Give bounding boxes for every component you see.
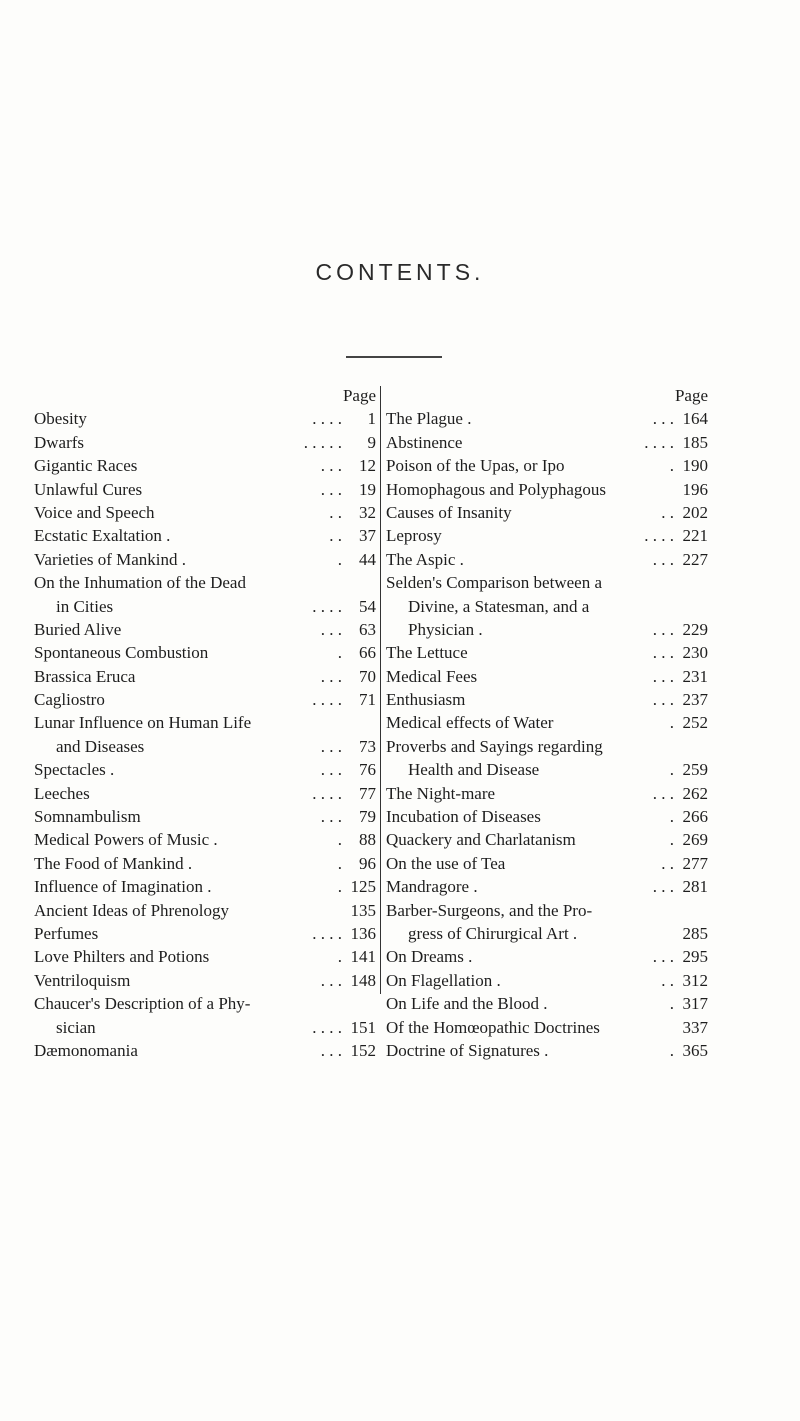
toc-page-number: 227 [682, 549, 708, 569]
toc-leader-dots: . . . [320, 760, 342, 780]
toc-entry [386, 875, 708, 898]
toc-page-number: 66 [359, 643, 376, 663]
toc-page-number: 185 [682, 432, 708, 452]
toc-leader-dots: . . . . [312, 923, 342, 943]
toc-entry-title: On the use of Tea [386, 853, 506, 873]
toc-entry-title: The Lettuce [386, 643, 468, 663]
toc-entry-title: Physician . [408, 619, 483, 639]
toc-entry [34, 758, 376, 781]
toc-page-number: 63 [359, 619, 376, 639]
toc-page-number: 37 [359, 526, 376, 546]
toc-page-number: 266 [682, 807, 708, 827]
toc-page-number: 73 [359, 736, 376, 756]
toc-entry-title: Cagliostro [34, 690, 105, 710]
toc-entry-title: Chaucer's Description of a Phy- [34, 994, 251, 1014]
toc-leader-dots: . [669, 830, 674, 850]
toc-page-number: 76 [359, 760, 376, 780]
toc-entry-title: Of the Homœopathic Doctrines [386, 1017, 600, 1037]
toc-entry [34, 782, 376, 805]
toc-page-number: 12 [359, 456, 376, 476]
toc-entry-title: On Life and the Blood . [386, 994, 548, 1014]
toc-entry [34, 571, 376, 594]
toc-page-number: 202 [682, 502, 708, 522]
toc-entry [386, 1016, 708, 1039]
toc-leader-dots: . . . [320, 736, 342, 756]
toc-entry [386, 478, 708, 501]
toc-leader-dots: . [337, 830, 342, 850]
toc-entry-title: Mandragore . [386, 877, 478, 897]
left-entry-list [34, 407, 376, 1062]
toc-entry [34, 431, 376, 454]
right-page-heading: Page [674, 386, 708, 405]
toc-leader-dots: . . . [320, 1040, 342, 1060]
toc-page-number: 277 [682, 853, 708, 873]
toc-page-number: 281 [682, 877, 708, 897]
toc-leader-dots: . . . [652, 666, 674, 686]
toc-page-number: 295 [682, 947, 708, 967]
toc-entry [34, 852, 376, 875]
toc-entry [386, 992, 708, 1015]
toc-leader-dots: . . . [320, 456, 342, 476]
toc-entry-title: Ecstatic Exaltation . [34, 526, 171, 546]
toc-entry [386, 899, 708, 922]
toc-entry-title: Buried Alive [34, 619, 122, 639]
toc-entry [386, 501, 708, 524]
toc-page-number: 231 [682, 666, 708, 686]
toc-entry [34, 828, 376, 851]
toc-entry-title: Incubation of Diseases [386, 807, 541, 827]
toc-leader-dots: . [669, 807, 674, 827]
toc-leader-dots: . [669, 994, 674, 1014]
toc-entry [386, 969, 708, 992]
toc-entry-title: Abstinence [386, 432, 463, 452]
toc-entry [34, 945, 376, 968]
toc-page-number: 237 [682, 690, 708, 710]
toc-entry-title: Gigantic Races [34, 456, 138, 476]
toc-entry-title: Perfumes [34, 923, 99, 943]
toc-leader-dots: . . . [652, 549, 674, 569]
toc-leader-dots: . . . [652, 690, 674, 710]
toc-entry [34, 524, 376, 547]
toc-leader-dots: . . [329, 502, 342, 522]
toc-entry [34, 595, 376, 618]
toc-entry-title: and Diseases [56, 736, 145, 756]
toc-entry [34, 1039, 376, 1062]
toc-leader-dots: . [669, 456, 674, 476]
toc-page-number: 269 [682, 830, 708, 850]
left-column [34, 384, 376, 1062]
toc-entry [34, 688, 376, 711]
toc-entry-title: gress of Chirurgical Art . [408, 923, 578, 943]
toc-page-number: 71 [359, 690, 376, 710]
toc-entry-title: Medical Fees [386, 666, 478, 686]
toc-entry [34, 805, 376, 828]
toc-page-number: 151 [350, 1017, 376, 1037]
toc-entry [386, 782, 708, 805]
toc-entry-title: The Night-mare [386, 783, 496, 803]
toc-page-number: 135 [350, 900, 376, 920]
toc-entry [386, 665, 708, 688]
toc-page-number: 19 [359, 479, 376, 499]
toc-page-number: 230 [682, 643, 708, 663]
toc-page-number: 365 [682, 1040, 708, 1060]
toc-page-number: 44 [359, 549, 376, 569]
toc-page-number: 54 [359, 596, 376, 616]
toc-entry [34, 618, 376, 641]
toc-page-number: 285 [682, 923, 708, 943]
toc-page-number: 252 [682, 713, 708, 733]
toc-entry [34, 548, 376, 571]
toc-entry-title: The Plague . [386, 409, 472, 429]
toc-leader-dots: . . [661, 970, 674, 990]
toc-entry [34, 992, 376, 1015]
left-page-heading: Page [342, 386, 376, 405]
toc-entry [34, 454, 376, 477]
toc-entry [386, 735, 708, 758]
toc-page-number: 96 [359, 853, 376, 873]
toc-entry [34, 735, 376, 758]
toc-leader-dots: . . . [320, 619, 342, 639]
toc-leader-dots: . . [661, 853, 674, 873]
toc-entry-title: Proverbs and Sayings regarding [386, 736, 603, 756]
toc-entry-title: Homophagous and Polyphagous [386, 479, 607, 499]
toc-page-number: 136 [350, 923, 376, 943]
toc-leader-dots: . [669, 1040, 674, 1060]
toc-entry [34, 711, 376, 734]
toc-entry-title: Quackery and Charlatanism [386, 830, 576, 850]
toc-page-number: 148 [350, 970, 376, 990]
toc-leader-dots: . . . [320, 807, 342, 827]
toc-leader-dots: . . . . . [303, 432, 342, 452]
toc-page-number: 229 [682, 619, 708, 639]
toc-leader-dots: . . . . [644, 526, 674, 546]
toc-entry [34, 665, 376, 688]
toc-entry-title: Medical effects of Water [386, 713, 554, 733]
toc-page-number: 312 [682, 970, 708, 990]
toc-leader-dots: . . [329, 526, 342, 546]
toc-entry [386, 641, 708, 664]
toc-page-number: 190 [682, 456, 708, 476]
toc-entry-title: On Dreams . [386, 947, 473, 967]
toc-entry-title: Leeches [34, 783, 90, 803]
toc-entry-title: Brassica Eruca [34, 666, 136, 686]
toc-entry [386, 805, 708, 828]
toc-entry-title: Lunar Influence on Human Life [34, 713, 252, 733]
toc-entry [34, 407, 376, 430]
toc-entry-title: On Flagellation . [386, 970, 501, 990]
toc-entry-title: Varieties of Mankind . [34, 549, 187, 569]
toc-entry [34, 501, 376, 524]
toc-leader-dots: . . . . [644, 432, 674, 452]
toc-entry [386, 407, 708, 430]
title-rule [346, 356, 442, 358]
toc-entry-title: Influence of Imagination . [34, 877, 212, 897]
toc-page-number: 221 [682, 526, 708, 546]
toc-entry [386, 524, 708, 547]
toc-leader-dots: . . . . [312, 409, 342, 429]
toc-entry-title: Ventriloquism [34, 970, 131, 990]
toc-entry-title: Voice and Speech [34, 502, 155, 522]
toc-entry-title: Unlawful Cures [34, 479, 143, 499]
right-column [386, 384, 708, 1062]
toc-page-number: 141 [350, 947, 376, 967]
toc-page-number: 32 [359, 502, 376, 522]
toc-entry [386, 758, 708, 781]
toc-entry [386, 548, 708, 571]
right-entry-list [386, 407, 708, 1062]
toc-entry-title: Barber-Surgeons, and the Pro- [386, 900, 593, 920]
toc-entry-title: Obesity [34, 409, 87, 429]
toc-leader-dots: . [337, 877, 342, 897]
toc-entry-title: Poison of the Upas, or Ipo [386, 456, 565, 476]
page-title: CONTENTS. [315, 259, 485, 285]
toc-entry-title: On the Inhumation of the Dead [34, 573, 246, 593]
toc-entry [34, 1016, 376, 1039]
toc-page-number: 70 [359, 666, 376, 686]
toc-page-number: 125 [350, 877, 376, 897]
toc-leader-dots: . . . [652, 783, 674, 803]
toc-entry-title: Spectacles . [34, 760, 115, 780]
toc-leader-dots: . . . [652, 409, 674, 429]
toc-entry [386, 922, 708, 945]
toc-entry-title: Dwarfs [34, 432, 85, 452]
toc-entry [386, 571, 708, 594]
toc-entry [34, 922, 376, 945]
toc-leader-dots: . [669, 713, 674, 733]
toc-entry [34, 641, 376, 664]
toc-entry [386, 431, 708, 454]
toc-page-number: 259 [682, 760, 708, 780]
toc-entry-title: Divine, a Statesman, and a [408, 596, 590, 616]
toc-leader-dots: . . . [652, 619, 674, 639]
toc-entry-title: Dæmonomania [34, 1040, 138, 1060]
toc-page-number: 1 [367, 409, 376, 429]
toc-page-number: 164 [682, 409, 708, 429]
toc-entry [386, 454, 708, 477]
toc-entry [34, 875, 376, 898]
toc-entry [34, 899, 376, 922]
toc-leader-dots: . . . . [312, 596, 342, 616]
toc-leader-dots: . . . [652, 877, 674, 897]
toc-page-number: 317 [682, 994, 708, 1014]
toc-entry-title: Doctrine of Signatures . [386, 1040, 549, 1060]
toc-leader-dots: . . . [320, 479, 342, 499]
toc-entry [386, 945, 708, 968]
toc-page-number: 262 [682, 783, 708, 803]
toc-entry [34, 478, 376, 501]
toc-leader-dots: . [669, 760, 674, 780]
toc-entry [34, 969, 376, 992]
toc-entry-title: Health and Disease [408, 760, 540, 780]
toc-entry-title: Ancient Ideas of Phrenology [34, 900, 229, 920]
toc-leader-dots: . . . . [312, 690, 342, 710]
toc-entry-title: The Food of Mankind . [34, 853, 193, 873]
toc-entry-title: sician [56, 1017, 96, 1037]
toc-leader-dots: . [337, 853, 342, 873]
toc-leader-dots: . . . [652, 643, 674, 663]
toc-entry-title: Love Philters and Potions [34, 947, 210, 967]
toc-entry [386, 688, 708, 711]
toc-page-number: 9 [367, 432, 376, 452]
toc-leader-dots: . . . . [312, 783, 342, 803]
toc-page-number: 77 [359, 783, 376, 803]
toc-entry [386, 828, 708, 851]
toc-entry-title: Spontaneous Combustion [34, 643, 209, 663]
toc-leader-dots: . [337, 643, 342, 663]
toc-leader-dots: . [337, 947, 342, 967]
toc-page-number: 88 [359, 830, 376, 850]
toc-entry-title: Causes of Insanity [386, 502, 512, 522]
toc-page-number: 337 [682, 1017, 708, 1037]
column-divider [380, 386, 381, 994]
toc-leader-dots: . . . [652, 947, 674, 967]
toc-entry-title: Selden's Comparison between a [386, 573, 602, 593]
toc-entry-title: in Cities [56, 596, 114, 616]
toc-entry [386, 595, 708, 618]
toc-leader-dots: . [337, 549, 342, 569]
toc-entry [386, 852, 708, 875]
toc-leader-dots: . . . [320, 666, 342, 686]
toc-page-number: 196 [682, 479, 708, 499]
toc-entry [386, 711, 708, 734]
toc-entry-title: The Aspic . [386, 549, 464, 569]
toc-entry-title: Medical Powers of Music . [34, 830, 218, 850]
toc-leader-dots: . . . . [312, 1017, 342, 1037]
toc-page-number: 152 [350, 1040, 376, 1060]
toc-entry-title: Somnambulism [34, 807, 141, 827]
toc-page-number: 79 [359, 807, 376, 827]
toc-leader-dots: . . . [320, 970, 342, 990]
toc-entry-title: Enthusiasm [386, 690, 466, 710]
toc-entry [386, 1039, 708, 1062]
toc-leader-dots: . . [661, 502, 674, 522]
toc-entry [386, 618, 708, 641]
toc-entry-title: Leprosy [386, 526, 442, 546]
